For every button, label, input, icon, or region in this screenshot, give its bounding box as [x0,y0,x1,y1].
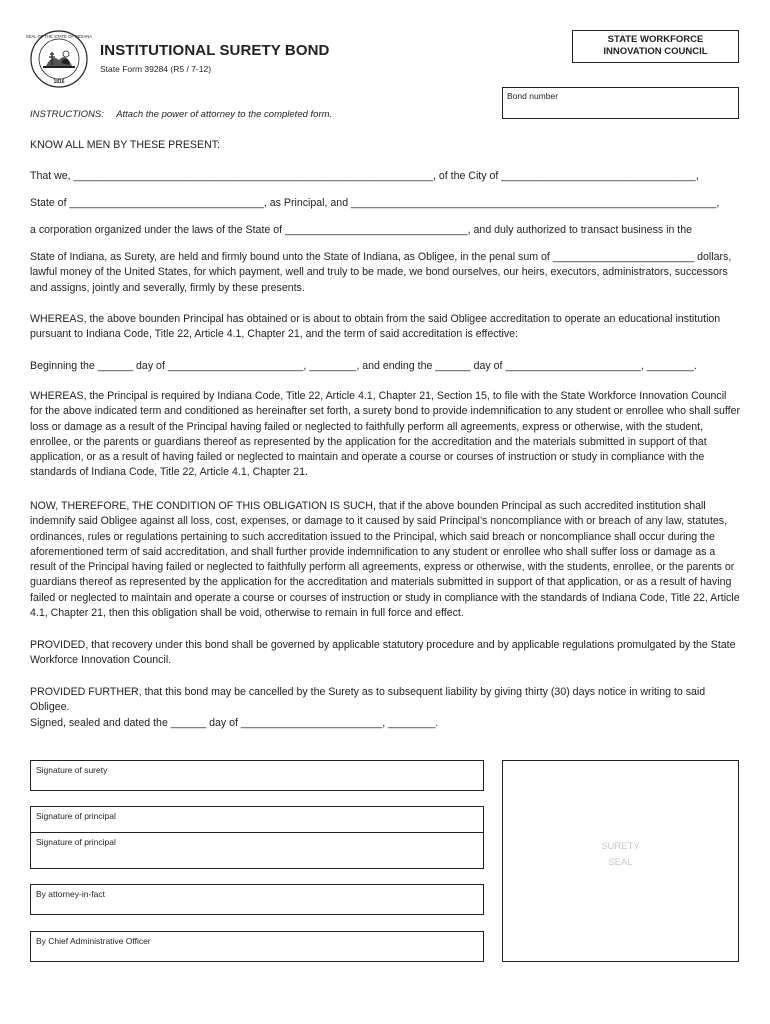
agency-line-2: INNOVATION COUNCIL [603,46,708,57]
surety-signature-label: Signature of surety [36,765,108,775]
whereas-paragraph-2: WHEREAS, the Principal is required by Indiana Code, Title 22, Article 4.1, Chapter 21, Section 15, to file with the State Workforce Innovation Council for the above indicated term and conditioned as hereinafter set forth, a surety bond to provide indemnification to any student or enrollee who shall suffer loss or damage as a result of the Principal having failed or neglected to faithfully perform all agreements, express or otherwise, with the student, enrollee, or the parents or guardians thereof as represented by the application for the accreditation and the materials submitted in support of that application, or as a result of having failed or neglected to maintain and operate a course or courses of instruction or study in compliance with the standards of Indiana Code, Title 22, Article 4.1, Chapter 21. [30,390,741,479]
principal-signature-label-2: Signature of principal [31,832,483,847]
beginning-line[interactable]: Beginning the ______ day of _______________________, ________, and ending the ______ day of _______________________, ________. [30,360,697,372]
whereas-paragraph-1: WHEREAS, the above bounden Principal has obtained or is about to obtain from the said Obligee accreditation to operate an educational institution pursuant to Indiana Code, Title 22, Article 4.1, Chapter 21, and the term of said accreditation is effective: [30,313,721,341]
form-number: State Form 39284 (R5 / 7-12) [100,64,212,74]
provided-paragraph: PROVIDED, that recovery under this bond shall be governed by applicable statutory procedure and by applicable regulations promulgated by the State Workforce Innovation Council. [30,639,736,667]
bond-number-label: Bond number [507,91,559,101]
surety-seal-box [502,760,739,962]
agency-line-1: STATE WORKFORCE [607,34,704,45]
corporation-line[interactable]: a corporation organized under the laws of the State of _______________________________, and duly authorized to transact business in the [30,224,693,236]
chief-officer-label: By Chief Administrative Officer [36,936,151,946]
surety-seal-text-2: SEAL [608,857,633,868]
now-therefore-paragraph: NOW, THEREFORE, THE CONDITION OF THIS OBLIGATION IS SUCH, that if the above bounden Principal as such accredited institution shall indemnify said Obligee against all loss, cost, expenses, or damage to it caused by said Principal’s noncompliance with or breach of any law, statutes, ordinances, rules or regulations pertaining to such accreditation issued to the Principal, which said breach or noncompliance shall occur during the aforementioned term of said accreditation, and shall further provide indemnification to any student or enrollee who shall suffer loss or damage as a result of the Principal having failed or neglected to faithfully perform all agreements, express or otherwise, with the students, enrollee, or the parents or guardians thereof as represented by the application for the accreditation and materials submitted in support of that application, or as a result of having failed or neglected to maintain and operate a course or courses of instruction or study in compliance with the standards of Indiana Code, Title 22, Article 4.1, Chapter 21, then this obligation shall be void, otherwise to remain in full force and effect. [30,500,740,620]
attorney-in-fact-field[interactable] [30,884,484,915]
instructions [30,109,332,120]
principal-signature-label-1: Signature of principal [36,811,116,821]
principal-signature-field[interactable] [30,806,484,869]
state-of-line[interactable]: State of _________________________________, as Principal, and ______________________________________________________________, [30,197,720,209]
seal-text: SEAL OF THE STATE OF INDIANA [25,34,93,39]
signed-line[interactable]: Signed, sealed and dated the ______ day of ________________________, ________. [30,717,439,729]
chief-officer-field[interactable] [30,931,484,962]
bond-number-field[interactable] [502,87,739,119]
surety-paragraph: State of Indiana, as Surety, are held and firmly bound unto the State of Indiana, as Obligee, in the penal sum of ________________________ dollars, lawful money of the United States, for which payment, well and truly to be made, we bond ourselves, our heirs, executors, administrators, successors and assigns, jointly and severally, firmly by these presents. [30,251,732,294]
agency-box [572,30,739,63]
seal-year: 1816 [53,79,65,85]
attorney-in-fact-label: By attorney-in-fact [36,889,105,899]
surety-signature-field[interactable] [30,760,484,791]
instructions-text: Attach the power of attorney to the completed form. [116,109,333,120]
instructions-label: INSTRUCTIONS: [30,109,104,120]
provided-further-paragraph: PROVIDED FURTHER, that this bond may be cancelled by the Surety as to subsequent liability by giving thirty (30) days notice in writing to said Obligee. [30,686,706,714]
state-seal-logo [25,30,93,88]
know-all-heading: KNOW ALL MEN BY THESE PRESENT: [30,139,220,151]
that-we-line[interactable]: That we, _____________________________________________________________, of the City of _________________________________, [30,170,699,182]
surety-seal-text-1: SURETY [601,841,640,852]
form-title: INSTITUTIONAL SURETY BOND [100,42,330,59]
